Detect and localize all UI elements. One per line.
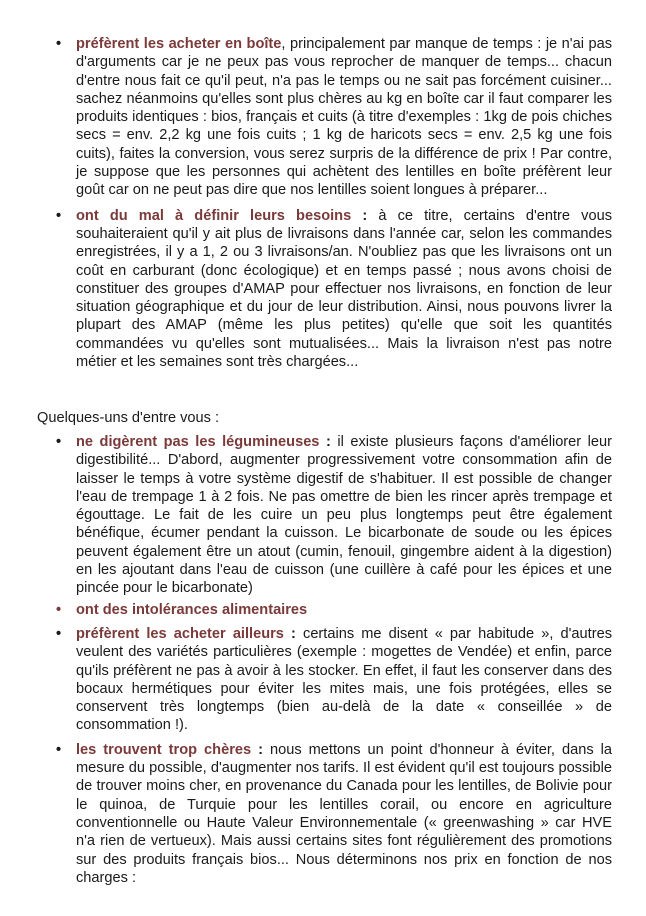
bullet-icon: • bbox=[56, 601, 62, 618]
item-separator: : bbox=[319, 434, 331, 450]
item-body: à ce titre, certains d'entre vous souhaiteraient qu'il y ait plus de livraisons dans l'année car, selon les commandes enregistrées, il y a 1, 2 ou 3 livraisons/an. N'oubliez pas que les livraisons ont un coût en carburant (donc écologique) et en temps passé ; nous avons choisi de constituer des groupes d'AMAP pour effectuer nos livraisons, en fonction de leur situation géographique et du jour de leur distribution. Ainsi, nous pouvons livrer la plupart des AMAP (même les plus petites) qu'elle que soit les quantités commandées vu qu'elles sont mutualisées... Mais la livraison n'est pas notre métier et les semaines sont très chargées... bbox=[76, 207, 612, 371]
item-body: principalement par manque de temps : je n'ai pas d'arguments car je ne peux pas vous reprocher de manquer de temps... chacun d'entre nous fait ce qu'il peut, n'a pas le temps ou ne sait pas forcément cuisiner... sachez néanmoins qu'elles sont plus chères au kg en boîte car il faut comparer les produits identiques : bios, français et cuits (à titre d'exemples : 1kg de pois chiches secs = env. 2,2 kg une fois cuits ; 1 kg de haricots secs = env. 2,5 kg une fois cuits), faites la conversion, vous serez surpris de la différence de prix ! Par contre, je suppose que les personnes qui achètent des lentilles en boîte préfèrent leur goût car on ne peut pas dire que nos lentilles soient longues à préparer... bbox=[76, 36, 612, 199]
item-body: nous mettons un point d'honneur à éviter, dans la mesure du possible, d'augmenter nos tarifs. Il est évident qu'il est toujours possible de trouver moins cher, en provenance du Canada pour les lentilles, de Bolivie pour le quinoa, de Turquie pour les lentilles corail, ou encore en agriculture conventionnelle ou Haute Valeur Environnementale (« greenwashing » car HVE n'a rien de vertueux). Mais aussi certains sites font régulièrement des promotions sur des produits français bios... Nous déterminons nos prix en fonction de nos charges : bbox=[76, 741, 612, 886]
item-separator: : bbox=[251, 741, 263, 758]
list-item bbox=[0, 433, 646, 598]
item-term: ont des intolérances alimentaires bbox=[76, 601, 308, 618]
item-body: certains me disent « par habitude », d'autres veulent des variétés particulières (exemple : mogettes de Vendée) et enfin, parce qu'ils préfèrent ne pas à avoir à les stocker. En effet, il faut les conserver dans des bocaux hermétiques pour éviter les mites mais, une fois protégées, elles se conservent très longtemps (bien au-delà de la date « conseillée » de consommation !). bbox=[76, 625, 612, 734]
bullet-icon: • bbox=[56, 207, 62, 224]
item-separator: , bbox=[281, 36, 286, 52]
item-term: les trouvent trop chères bbox=[76, 741, 252, 758]
bullet-list-1 bbox=[0, 35, 646, 371]
list-item bbox=[0, 601, 646, 619]
bullet-list-2 bbox=[0, 433, 646, 887]
bullet-icon: • bbox=[56, 625, 62, 642]
list-item bbox=[0, 625, 646, 735]
item-term: préfèrent les acheter ailleurs bbox=[76, 625, 284, 642]
bullet-icon: • bbox=[56, 36, 62, 52]
section-intro: Quelques-uns d'entre vous : bbox=[37, 410, 220, 426]
item-term: ne digèrent pas les légumineuses bbox=[76, 434, 320, 450]
item-body: il existe plusieurs façons d'améliorer leur digestibilité... D'abord, augmenter progressivement votre consommation afin de laisser le temps à votre système digestif de s'habituer. Il est possible de changer l'eau de trempage 1 à 2 fois. Ne pas omettre de bien les rincer après trempage et égouttage. Le fait de les cuire un peu plus longtemps peut être également bénéfique, écumer pendant la cuisson. Le bicarbonate de soude ou les épices peuvent également être un atout (cumin, fenouil, gingembre aident à la digestion) en les ajoutant dans l'eau de cuisson (une cuillère à café pour les épices et une pincée pour le bicarbonate) bbox=[76, 434, 612, 597]
list-item bbox=[0, 207, 646, 372]
item-separator: : bbox=[283, 625, 296, 642]
list-item bbox=[0, 35, 646, 200]
item-term: ont du mal à définir leurs besoins bbox=[76, 207, 352, 224]
bullet-icon: • bbox=[56, 434, 62, 450]
item-term: préfèrent les acheter en boîte bbox=[76, 36, 282, 52]
item-separator: : bbox=[351, 207, 368, 224]
bullet-icon: • bbox=[56, 741, 62, 758]
list-item bbox=[0, 741, 646, 887]
